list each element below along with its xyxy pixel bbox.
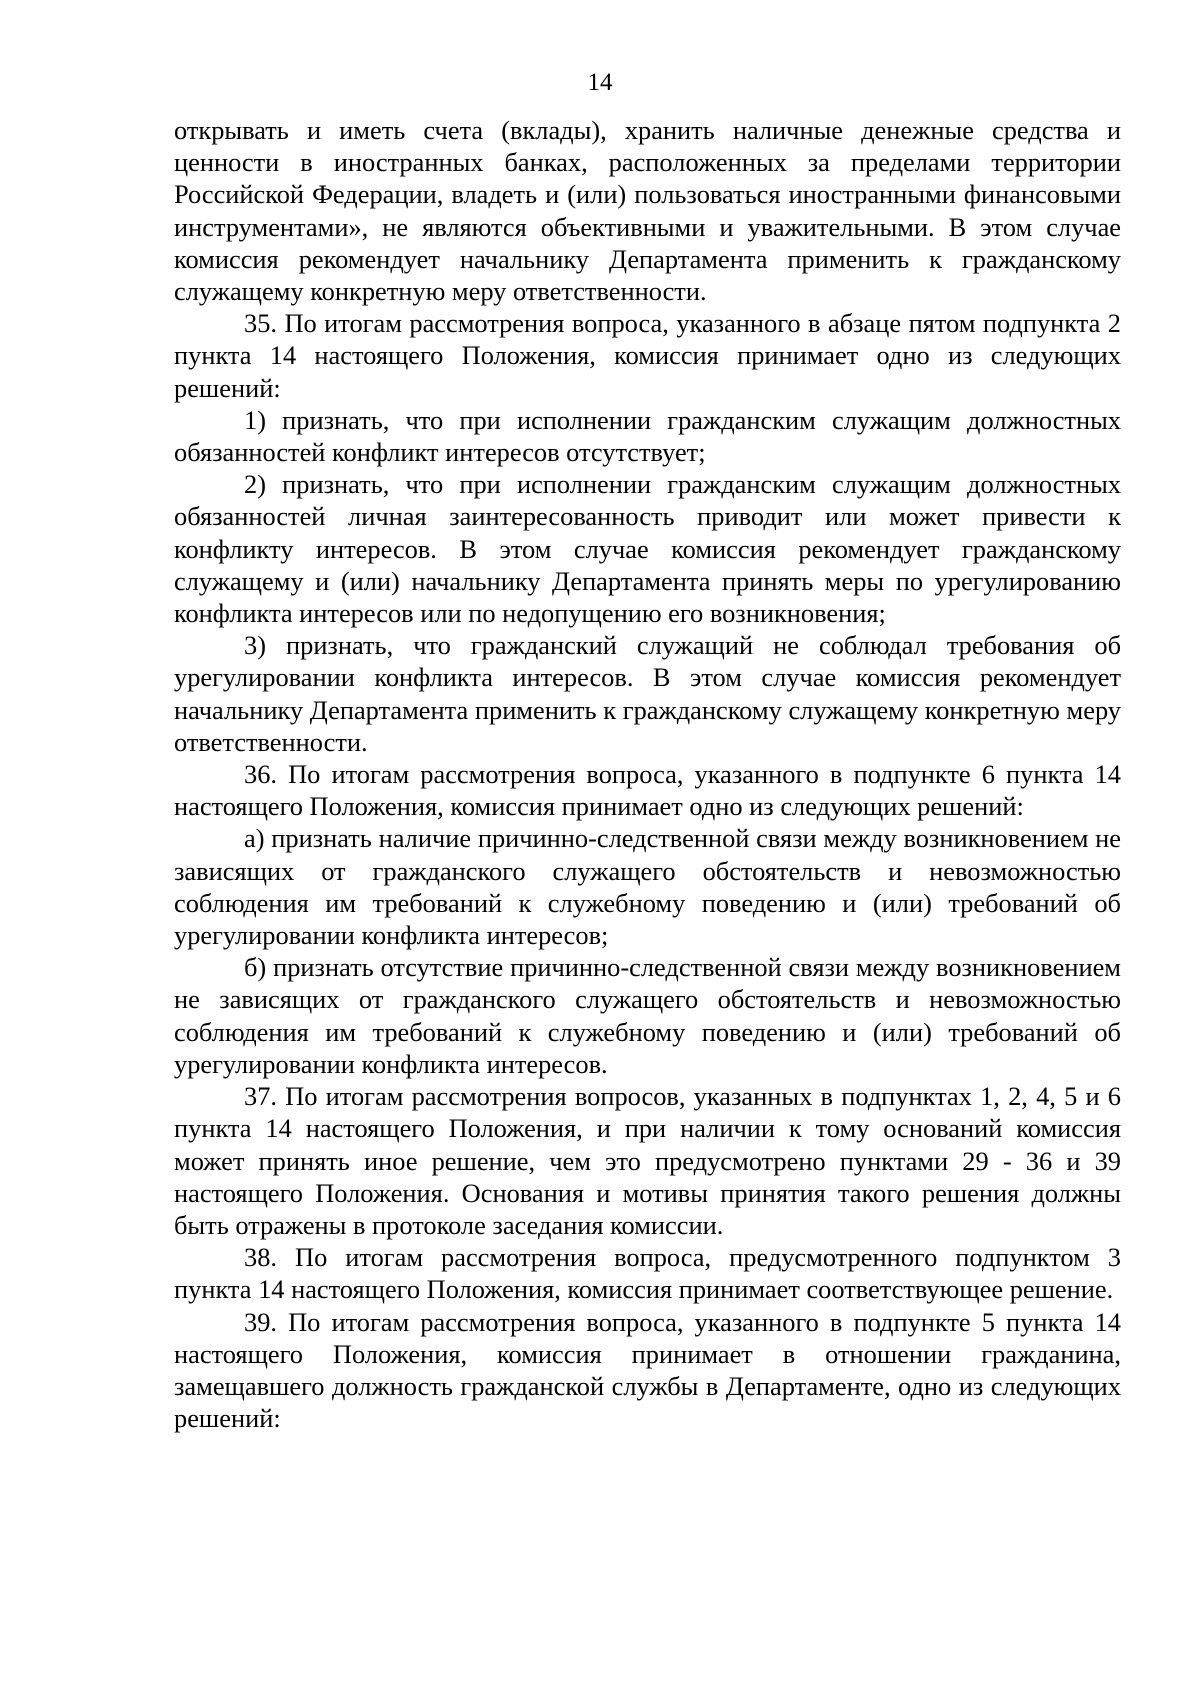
paragraph-item-36-a: а) признать наличие причинно-следственной связи между возникновением не зависящих от гражданского служащего обстоятельств и невозможностью соблюдения им требований к служебному поведению и (или) требований об урегулировании конфликта интересов; [174, 823, 1121, 951]
paragraph-item-35-2: 2) признать, что при исполнении гражданским служащим должностных обязанностей личная заинтересованность приводит или может привести к конфликту интересов. В этом случае комиссия рекомендует гражданскому служащему и (или) начальнику Департамента принять меры по урегулированию конфликта интересов или по недопущению его возникновения; [174, 469, 1121, 629]
paragraph-item-38: 38. По итогам рассмотрения вопроса, предусмотренного подпунктом 3 пункта 14 настоящего Положения, комиссия принимает соответствующее решение. [174, 1242, 1121, 1305]
paragraph-item-35: 35. По итогам рассмотрения вопроса, указанного в абзаце пятом подпункта 2 пункта 14 настоящего Положения, комиссия принимает одно из следующих решений: [174, 308, 1121, 403]
paragraph-item-35-1: 1) признать, что при исполнении гражданским служащим должностных обязанностей конфликт интересов отсутствует; [174, 404, 1121, 468]
paragraph-item-39: 39. По итогам рассмотрения вопроса, указанного в подпункте 5 пункта 14 настоящего Положения, комиссия принимает в отношении гражданина, замещавшего должность гражданской службы в Департаменте, одно из следующих решений: [174, 1306, 1121, 1434]
paragraph-item-35-3: 3) признать, что гражданский служащий не соблюдал требования об урегулировании конфликта интересов. В этом случае комиссия рекомендует начальнику Департамента применить к гражданскому служащему конкретную меру ответственности. [174, 630, 1121, 757]
page-number: 14 [587, 69, 613, 96]
paragraph-item-37: 37. По итогам рассмотрения вопросов, указанных в подпунктах 1, 2, 4, 5 и 6 пункта 14 настоящего Положения, и при наличии к тому оснований комиссия может принять иное решение, чем это предусмотрено пунктами 29 - 36 и 39 настоящего Положения. Основания и мотивы принятия такого решения должны быть отражены в протоколе заседания комиссии. [174, 1081, 1121, 1240]
paragraph-item-36-b: б) признать отсутствие причинно-следственной связи между возникновением не зависящих от гражданского служащего обстоятельств и невозможностью соблюдения им требований к служебному поведению и (или) требований об урегулировании конфликта интересов. [174, 952, 1121, 1079]
paragraph-item-36: 36. По итогам рассмотрения вопроса, указанного в подпункте 6 пункта 14 настоящего Положения, комиссия принимает одно из следующих решений: [174, 759, 1121, 822]
document-body [174, 114, 1121, 1434]
paragraph-continuation: открывать и иметь счета (вклады), хранить наличные денежные средства и ценности в иностранных банках, расположенных за пределами территории Российской Федерации, владеть и (или) пользоваться иностранными финансовыми инструментами», не являются объективными и уважительными. В этом случае комиссия рекомендует начальнику Департамента применить к гражданскому служащему конкретную меру ответственности. [174, 115, 1121, 307]
